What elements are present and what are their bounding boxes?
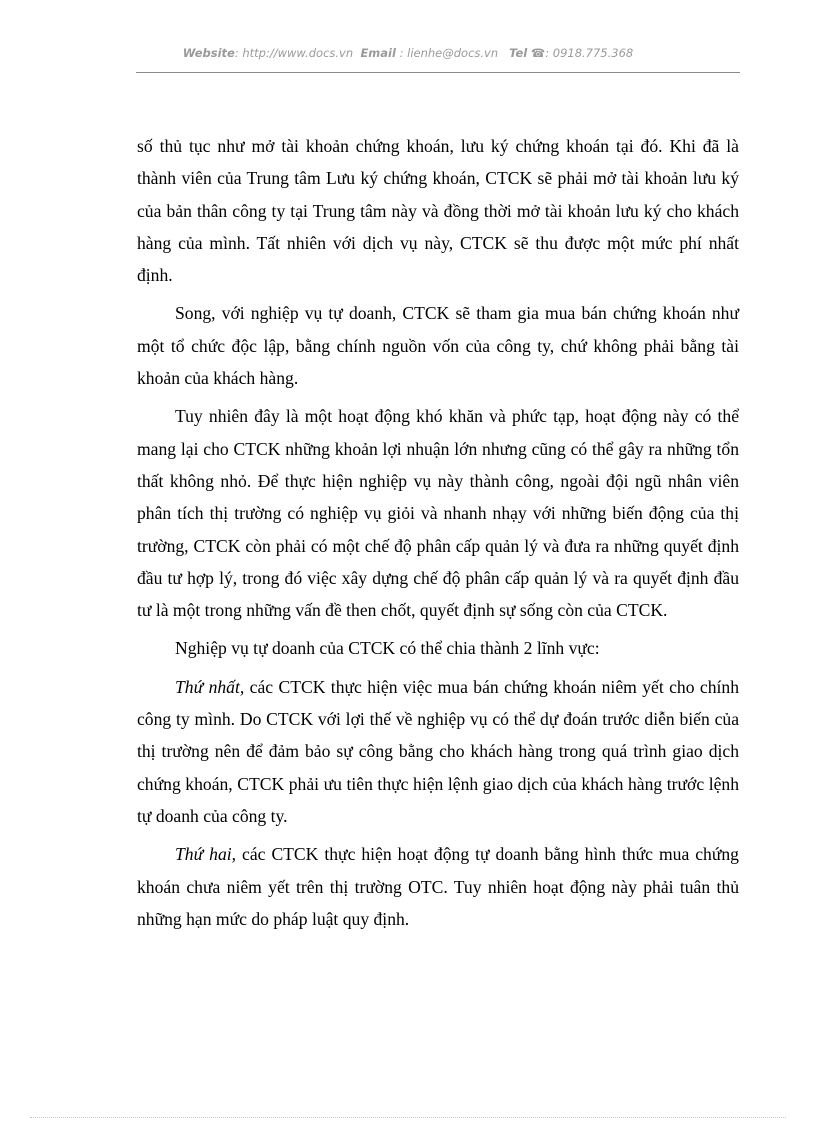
paragraph-6-body: các CTCK thực hiện hoạt động tự doanh bằng hình thức mua chứng khoán chưa niêm yết trên thị trường OTC. Tuy nhiên hoạt động này phải tuân thủ những hạn mức do pháp luật quy định. bbox=[137, 844, 739, 929]
header-divider bbox=[136, 72, 740, 73]
tel-value: : 0918.775.368 bbox=[545, 46, 634, 60]
paragraph-5-lead: Thứ nhất, bbox=[175, 676, 245, 697]
paragraph-2: Song, với nghiệp vụ tự doanh, CTCK sẽ tham gia mua bán chứng khoán như một tổ chức độc lập, bằng chính nguồn vốn của công ty, chứ không phải bằng tài khoản của khách hàng. bbox=[137, 303, 739, 389]
page-header bbox=[0, 46, 816, 60]
email-label: Email bbox=[360, 46, 396, 60]
website-label: Website bbox=[182, 46, 235, 60]
footer-divider bbox=[30, 1117, 786, 1118]
paragraph-6 bbox=[137, 838, 739, 935]
website-value: : http://www.docs.vn bbox=[234, 46, 354, 60]
paragraph-1: số thủ tục như mở tài khoản chứng khoán, lưu ký chứng khoán tại đó. Khi đã là thành viên của Trung tâm Lưu ký chứng khoán, CTCK sẽ phải mở tài khoản lưu ký của bản thân công ty tại Trung tâm này và đồng thời mở tài khoản lưu ký cho khách hàng của mình. Tất nhiên với dịch vụ này, CTCK sẽ thu được một mức phí nhất định. bbox=[137, 136, 739, 286]
email-value: : lienhe@docs.vn bbox=[399, 46, 499, 60]
phone-icon: ☎ bbox=[530, 46, 546, 60]
paragraph-4: Nghiệp vụ tự doanh của CTCK có thể chia thành 2 lĩnh vực: bbox=[175, 638, 600, 659]
paragraph-5-body: các CTCK thực hiện việc mua bán chứng khoán niêm yết cho chính công ty mình. Do CTCK với lợi thế về nghiệp vụ có thể dự đoán trước diễn biến của thị trường nên để đảm bảo sự công bằng cho khách hàng trong quá trình giao dịch chứng khoán, CTCK phải ưu tiên thực hiện lệnh giao dịch của khách hàng trước lệnh tự doanh của công ty. bbox=[137, 676, 739, 826]
document-body bbox=[137, 130, 739, 941]
paragraph-3: Tuy nhiên đây là một hoạt động khó khăn và phức tạp, hoạt động này có thể mang lại cho CTCK những khoản lợi nhuận lớn nhưng cũng có thể gây ra những tổn thất không nhỏ. Để thực hiện nghiệp vụ này thành công, ngoài đội ngũ nhân viên phân tích thị trường có nghiệp vụ giỏi và nhanh nhạy với những biến động của thị trường, CTCK còn phải có một chế độ phân cấp quản lý và đưa ra những quyết định đầu tư hợp lý, trong đó việc xây dựng chế độ phân cấp quản lý và ra quyết định đầu tư là một trong những vấn đề then chốt, quyết định sự sống còn của CTCK. bbox=[137, 406, 739, 621]
tel-label: Tel bbox=[509, 46, 528, 60]
paragraph-6-lead: Thứ hai, bbox=[175, 844, 237, 865]
paragraph-5 bbox=[137, 671, 739, 832]
